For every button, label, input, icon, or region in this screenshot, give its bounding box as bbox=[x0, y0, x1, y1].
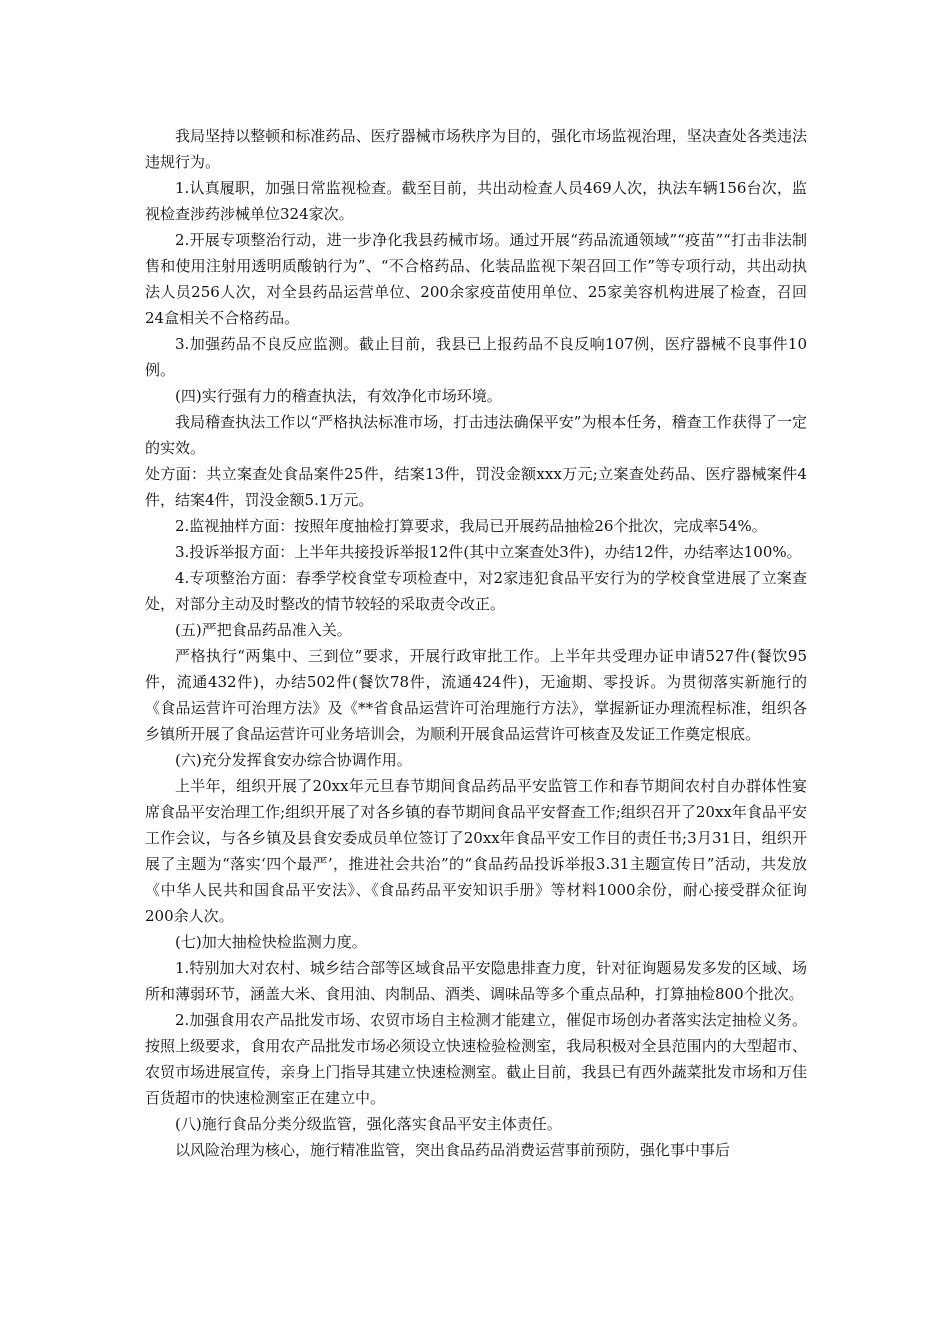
paragraph-risk-management: 以风险治理为核心，施行精准监管，突出食品药品消费运营事前预防，强化事中事后 bbox=[175, 1141, 731, 1159]
document-page bbox=[145, 123, 807, 1163]
paragraph-item-2-special-action: 2.开展专项整治行动，进一步净化我县药械市场。通过开展“药品流通领域”“疫苗”“打击非法制售和使用注射用透明质酸钠行为”、“不合格药品、化装品监视下架召回工作”等专项行动，共出动执法人员256人次，对全县药品运营单位、200余家疫苗使用单位、25家美容机构进展了检查，召回24盒相关不合格药品。 bbox=[145, 231, 807, 327]
paragraph-item-1-inspection: 1.认真履职，加强日常监视检查。截至目前，共出动检查人员469人次，执法车辆156台次，监视检查涉药涉械单位324家次。 bbox=[145, 179, 807, 223]
paragraph-complaints: 3.投诉举报方面：上半年共接投诉举报12件(其中立案查处3件)，办结12件，办结率达100%。 bbox=[175, 543, 802, 561]
paragraph-case-handling: 处方面：共立案查处食品案件25件，结案13件，罚没金额xxx万元;立案查处药品、医疗器械案件4件，结案4件，罚没金额5.1万元。 bbox=[145, 465, 807, 509]
paragraph-coordination: 上半年，组织开展了20xx年元旦春节期间食品药品平安监管工作和春节期间农村自办群体性宴席食品平安治理工作;组织开展了对各乡镇的春节期间食品平安督查工作;组织召开了20xx年食品平安工作会议，与各乡镇及县食安委成员单位签订了20xx年食品平安工作目的责任书;3月31日，组织开展了主题为“落实‘四个最严’，推进社会共治”的“食品药品投诉举报3.31主题宣传日”活动，共发放《中华人民共和国食品平安法》、《食品药品平安知识手册》等材料1000余份，耐心接受群众征询200余人次。 bbox=[145, 777, 807, 925]
paragraph-market-testing: 2.加强食用农产品批发市场、农贸市场自主检测才能建立，催促市场创办者落实法定抽检义务。按照上级要求，食用农产品批发市场必须设立快速检验检测室，我局积极对全县范围内的大型超市、农贸市场进展宣传，亲身上门指导其建立快速检测室。截止目前，我县已有西外蔬菜批发市场和万佳百货超市的快速检测室正在建立中。 bbox=[145, 1011, 807, 1107]
paragraph-intro: 我局坚持以整顿和标准药品、医疗器械市场秩序为目的，强化市场监视治理，坚决查处各类违法违规行为。 bbox=[145, 127, 807, 171]
section-heading-7: (七)加大抽检快检监测力度。 bbox=[175, 933, 367, 951]
section-heading-6: (六)充分发挥食安办综合协调作用。 bbox=[175, 751, 412, 769]
section-heading-8: (八)施行食品分类分级监管，强化落实食品平安主体责任。 bbox=[175, 1115, 562, 1133]
section-heading-5: (五)严把食品药品准入关。 bbox=[175, 621, 352, 639]
paragraph-enforcement: 我局稽查执法工作以“严格执法标准市场，打击违法确保平安”为根本任务，稽查工作获得了一定的实效。 bbox=[145, 413, 807, 457]
paragraph-school-canteen: 4.专项整治方面：春季学校食堂专项检查中，对2家违犯食品平安行为的学校食堂进展了立案查处，对部分主动及时整改的情节较轻的采取责令改正。 bbox=[145, 569, 807, 613]
paragraph-approval: 严格执行“两集中、三到位”要求，开展行政审批工作。上半年共受理办证申请527件(餐饮95件，流通432件)，办结502件(餐饮78件，流通424件)，无逾期、零投诉。为贯彻落实新施行的《食品运营许可治理方法》及《**省食品运营许可治理施行方法》，掌握新证办理流程标准，组织各乡镇所开展了食品运营许可业务培训会，为顺利开展食品运营许可核查及发证工作奠定根底。 bbox=[145, 647, 807, 743]
section-heading-4: (四)实行强有力的稽查执法，有效净化市场环境。 bbox=[175, 387, 502, 405]
paragraph-hazard-screening: 1.特别加大对农村、城乡结合部等区域食品平安隐患排查力度，针对征询题易发多发的区域、场所和薄弱环节，涵盖大米、食用油、肉制品、酒类、调味品等多个重点品种，打算抽检800个批次。 bbox=[145, 959, 807, 1003]
paragraph-item-3-adverse-reaction: 3.加强药品不良反应监测。截止目前，我县已上报药品不良反响107例，医疗器械不良事件10例。 bbox=[145, 335, 807, 379]
paragraph-sampling: 2.监视抽样方面：按照年度抽检打算要求，我局已开展药品抽检26个批次，完成率54%。 bbox=[175, 517, 767, 535]
